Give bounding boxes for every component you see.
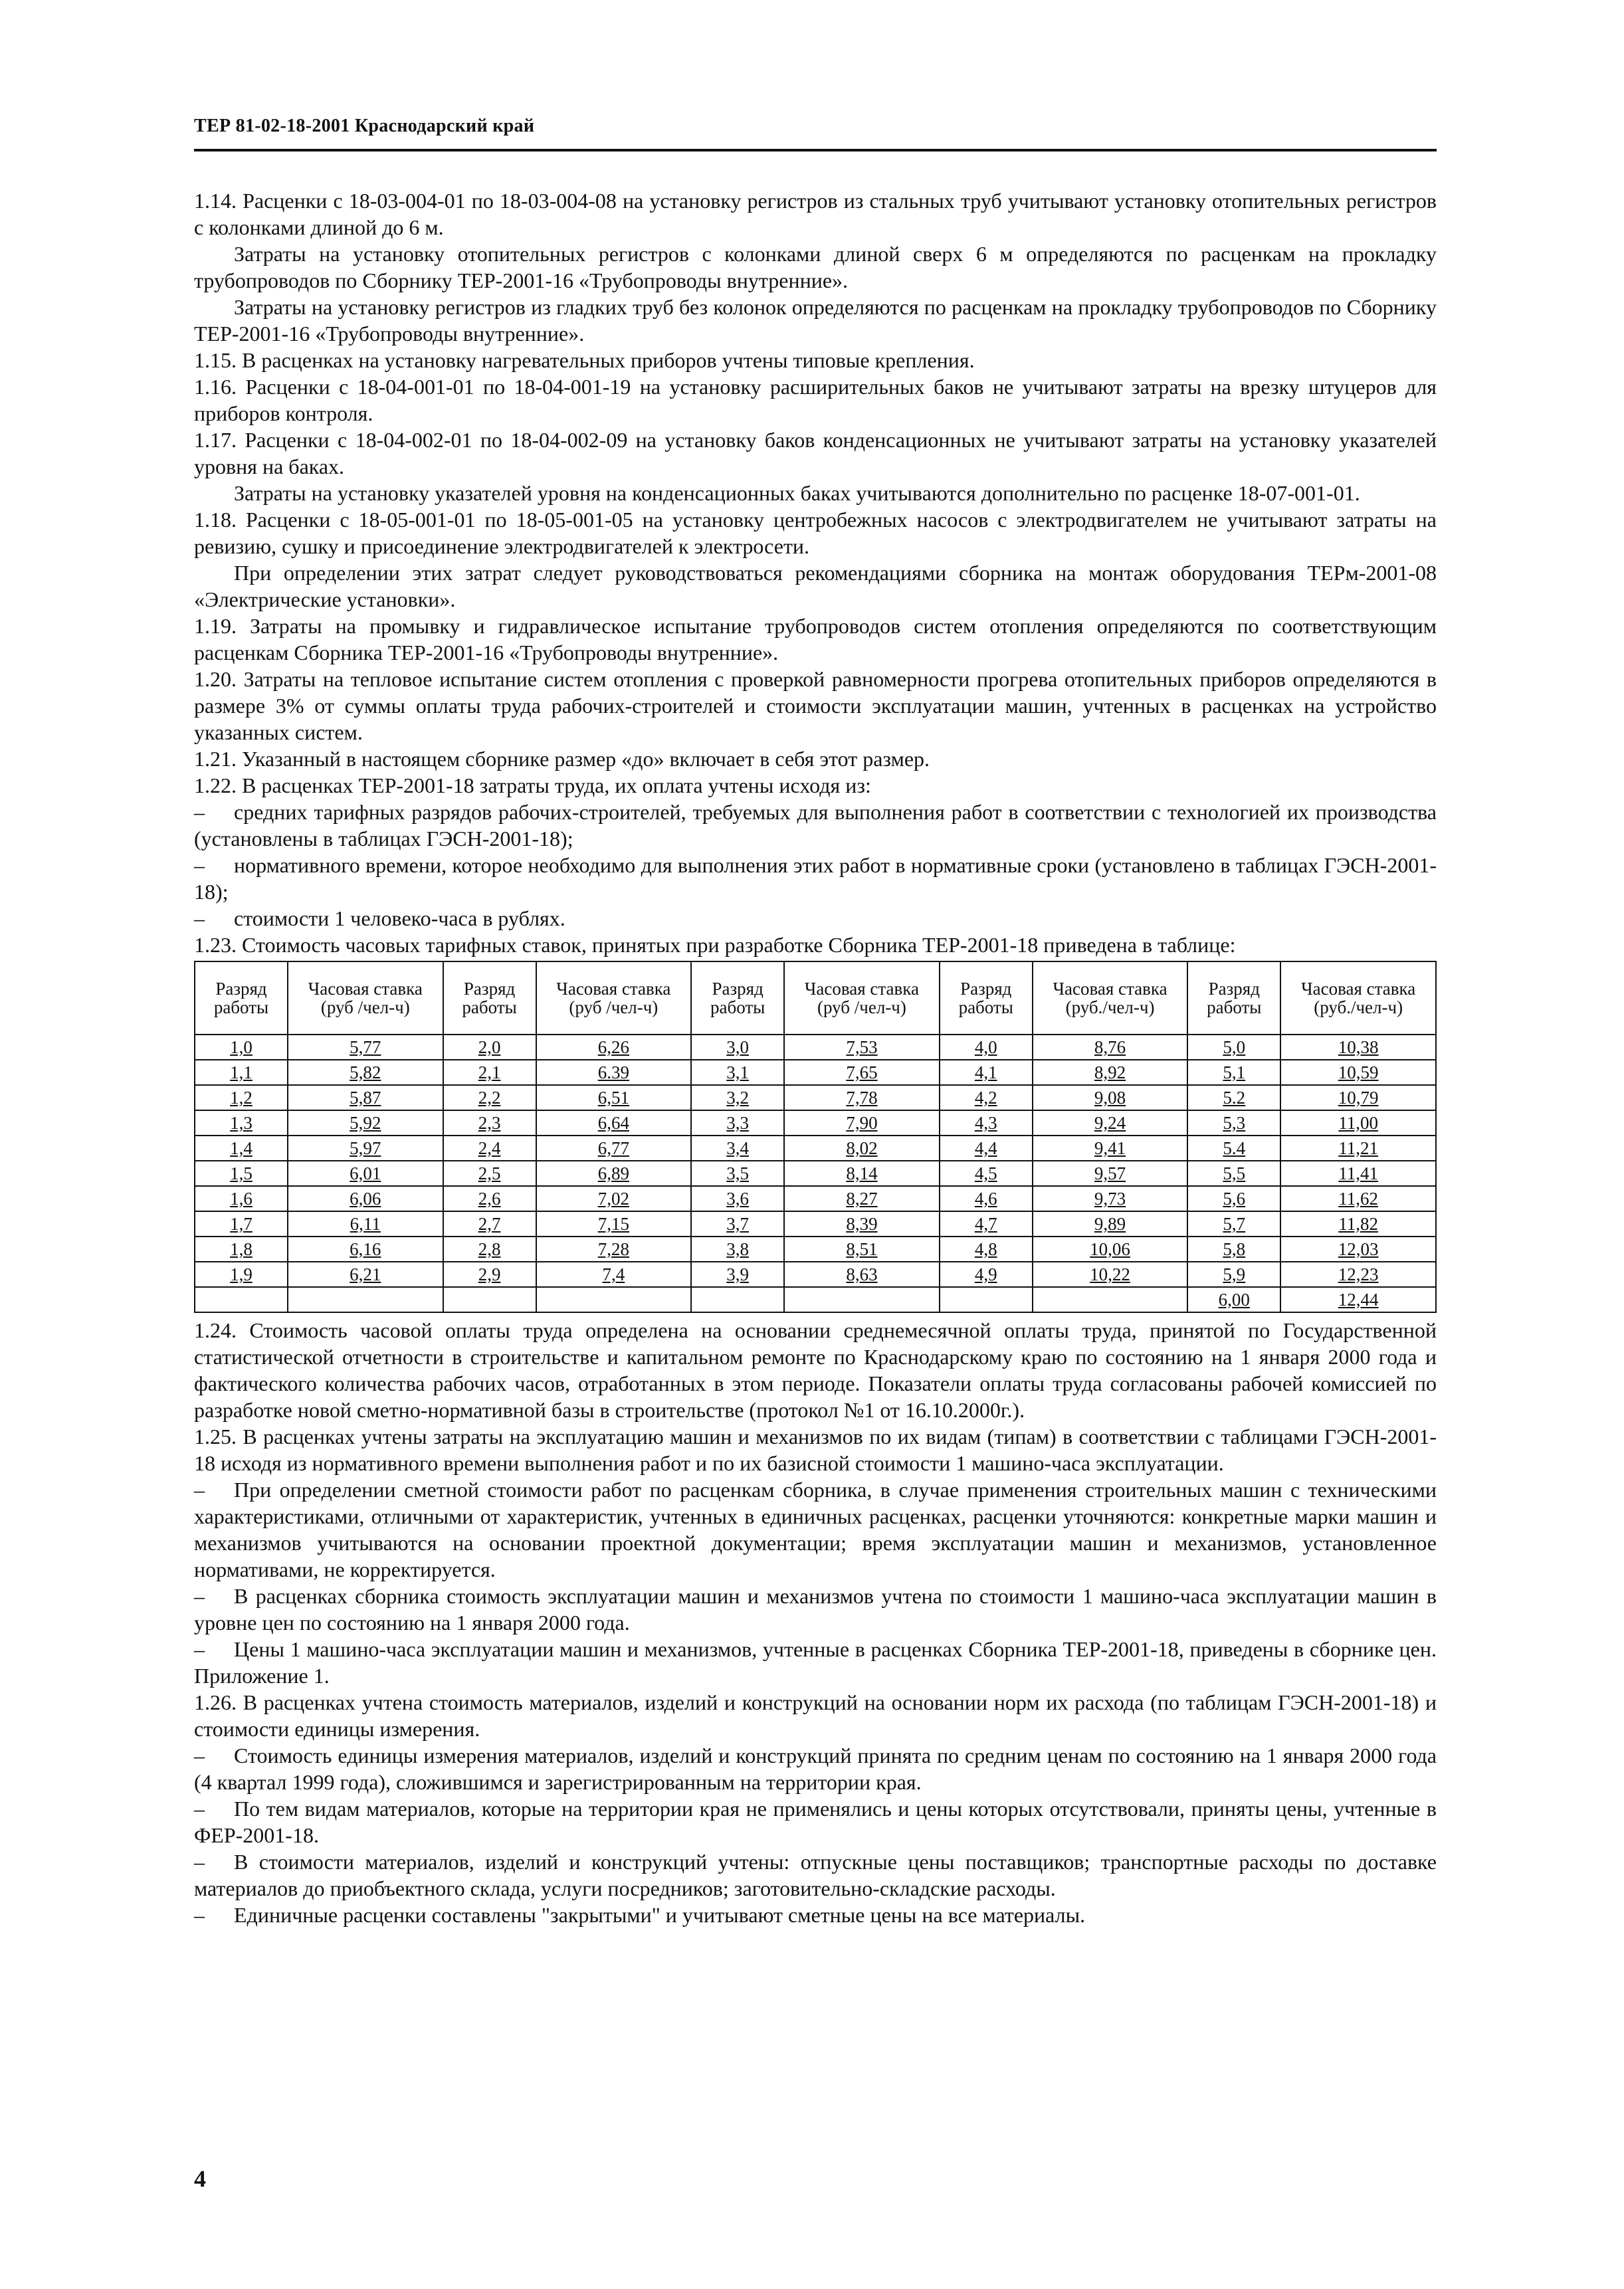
paragraph-text: Затраты на установку указателей уровня на конденсационных баках учитываются дополнительно по расценке 18-07-001-01.: [234, 481, 1360, 505]
grade-cell: 4,7: [940, 1211, 1033, 1237]
page-header: ТЕР 81-02-18-2001 Краснодарский край: [194, 116, 535, 136]
table-row: [195, 1161, 1436, 1186]
paragraph-text: Расценки с 18-04-001-01 по 18-04-001-19 на установку расширительных баков не учитывают затраты на врезку штуцеров для приборов контроля.: [194, 375, 1437, 425]
numbered-paragraph: [194, 187, 1437, 241]
rate-cell: 11,82: [1280, 1211, 1436, 1237]
paragraph-text: По тем видам материалов, которые на территории края не применялись и цены которых отсутствовали, приняты цены, учтенные в ФЕР-2001-18.: [194, 1797, 1437, 1847]
grade-cell: 3,2: [691, 1085, 784, 1110]
grade-cell: 3,8: [691, 1237, 784, 1262]
rate-cell: 9,73: [1033, 1186, 1188, 1211]
paragraph-text: При определении этих затрат следует руководствоваться рекомендациями сборника на монтаж оборудования ТЕРм-2001-08 «Электрические установки».: [194, 561, 1437, 611]
grade-cell: 3,0: [691, 1035, 784, 1060]
table-row: [195, 1211, 1436, 1237]
rate-cell: 8,14: [784, 1161, 940, 1186]
paragraph-text: Стоимость часовой оплаты труда определена на основании среднемесячной оплаты труда, принятой по Государственной статистической отчетности в строительстве и капитальном ремонте по Краснодарскому краю по состоянию на 1 января 2000 года и фактического количества рабочих часов, отработанных в этом периоде. Показатели оплаты труда согласованы рабочей комиссией по разработке новой сметно-нормативной базы в строительстве (протокол №1 от 16.10.2000г.).: [194, 1318, 1437, 1422]
column-header-grade: Разряд работы: [1187, 961, 1280, 1035]
rate-cell: 8,63: [784, 1262, 940, 1287]
list-item: [194, 905, 1437, 932]
list-dash: –: [194, 1637, 205, 1661]
column-header-grade: Разряд работы: [443, 961, 536, 1035]
paragraphs-before-table: [194, 187, 1437, 958]
paragraph-text: В расценках сборника стоимость эксплуатации машин и механизмов учтена по стоимости 1 машино-часа эксплуатации машин в уровне цен по состоянию на 1 января 2000 года.: [194, 1584, 1437, 1635]
numbered-paragraph: [194, 772, 1437, 799]
rate-cell: 6,01: [288, 1161, 443, 1186]
rate-cell: 10,22: [1033, 1262, 1188, 1287]
grade-cell: 5.4: [1187, 1136, 1280, 1161]
grade-cell: 4,6: [940, 1186, 1033, 1211]
paragraph-number: 1.26.: [194, 1690, 237, 1714]
grade-cell: 1,2: [195, 1085, 288, 1110]
grade-cell: 3,7: [691, 1211, 784, 1237]
list-dash: –: [194, 853, 205, 877]
grade-cell: 5,3: [1187, 1110, 1280, 1136]
grade-cell: [443, 1287, 536, 1312]
rate-cell: 12,03: [1280, 1237, 1436, 1262]
list-item: [194, 1583, 1437, 1636]
list-dash: –: [194, 906, 205, 930]
paragraph-number: 1.23.: [194, 933, 237, 957]
header-divider: [194, 149, 1437, 151]
grade-cell: [195, 1287, 288, 1312]
rate-cell: [784, 1287, 940, 1312]
paragraph: [194, 559, 1437, 613]
numbered-paragraph: [194, 347, 1437, 373]
grade-cell: 2,9: [443, 1262, 536, 1287]
paragraph-text: В расценках учтены затраты на эксплуатацию машин и механизмов по их видам (типам) в соответствии с таблицами ГЭСН-2001-18 исходя из нормативного времени выполнения работ и по их базисной стоимости 1 машино-часа эксплуатации.: [194, 1425, 1437, 1475]
rate-cell: 6,21: [288, 1262, 443, 1287]
rate-cell: 6.39: [536, 1060, 692, 1085]
paragraph-number: 1.16.: [194, 375, 237, 399]
rate-cell: 7,53: [784, 1035, 940, 1060]
rate-cell: 6,51: [536, 1085, 692, 1110]
grade-cell: 4,5: [940, 1161, 1033, 1186]
numbered-paragraph: [194, 1317, 1437, 1423]
rate-cell: 6,11: [288, 1211, 443, 1237]
grade-cell: 2,2: [443, 1085, 536, 1110]
grade-cell: 4,4: [940, 1136, 1033, 1161]
rate-cell: 10,38: [1280, 1035, 1436, 1060]
rate-cell: 11,62: [1280, 1186, 1436, 1211]
rate-cell: 9,41: [1033, 1136, 1188, 1161]
grade-cell: 2,6: [443, 1186, 536, 1211]
paragraph-number: 1.20.: [194, 667, 237, 691]
list-dash: –: [194, 1584, 205, 1608]
paragraph: [194, 480, 1437, 506]
rate-cell: [536, 1287, 692, 1312]
grade-cell: 2,4: [443, 1136, 536, 1161]
paragraph-number: 1.21.: [194, 747, 237, 771]
rate-cell: 8,76: [1033, 1035, 1188, 1060]
table-row: [195, 1060, 1436, 1085]
table-row: [195, 1287, 1436, 1312]
grade-cell: 3,9: [691, 1262, 784, 1287]
rate-cell: 6,64: [536, 1110, 692, 1136]
grade-cell: 4,1: [940, 1060, 1033, 1085]
rate-cell: 11,00: [1280, 1110, 1436, 1136]
rate-cell: 6,06: [288, 1186, 443, 1211]
column-header-grade: Разряд работы: [195, 961, 288, 1035]
rate-cell: 8,92: [1033, 1060, 1188, 1085]
paragraph: [194, 294, 1437, 347]
grade-cell: 1,1: [195, 1060, 288, 1085]
rate-cell: 9,24: [1033, 1110, 1188, 1136]
numbered-paragraph: [194, 427, 1437, 480]
grade-cell: 2,1: [443, 1060, 536, 1085]
table-row: [195, 1237, 1436, 1262]
table-header-row: [195, 961, 1436, 1035]
grade-cell: 3,1: [691, 1060, 784, 1085]
rate-cell: 9,89: [1033, 1211, 1188, 1237]
list-item: [194, 1902, 1437, 1928]
numbered-paragraph: [194, 1423, 1437, 1476]
paragraph-text: В расценках ТЕР-2001-18 затраты труда, их оплата учтены исходя из:: [242, 773, 871, 797]
numbered-paragraph: [194, 613, 1437, 666]
table-body: [195, 1035, 1436, 1312]
paragraph-text: нормативного времени, которое необходимо для выполнения этих работ в нормативные сроки (установлено в таблицах ГЭСН-2001-18);: [194, 853, 1437, 904]
rate-cell: 12,44: [1280, 1287, 1436, 1312]
grade-cell: 1,7: [195, 1211, 288, 1237]
grade-cell: 4,0: [940, 1035, 1033, 1060]
paragraph-number: 1.17.: [194, 428, 237, 452]
rate-cell: 9,08: [1033, 1085, 1188, 1110]
rate-cell: 6,26: [536, 1035, 692, 1060]
grade-cell: 2,7: [443, 1211, 536, 1237]
paragraph-number: 1.15.: [194, 348, 237, 372]
rate-cell: 9,57: [1033, 1161, 1188, 1186]
grade-cell: 2,3: [443, 1110, 536, 1136]
paragraph-text: Расценки с 18-03-004-01 по 18-03-004-08 на установку регистров из стальных труб учитывают установку отопительных регистров с колонками длиной до 6 м.: [194, 189, 1437, 239]
column-header-rate: Часовая ставка (руб /чел-ч): [288, 961, 443, 1035]
list-item: [194, 852, 1437, 905]
grade-cell: 1,3: [195, 1110, 288, 1136]
rate-cell: 7,28: [536, 1237, 692, 1262]
grade-cell: 1,6: [195, 1186, 288, 1211]
rate-cell: 8,51: [784, 1237, 940, 1262]
page-number: 4: [194, 2165, 206, 2192]
paragraph-text: В стоимости материалов, изделий и конструкций учтены: отпускные цены поставщиков; транспортные расходы по доставке материалов до приобъектного склада, услуги посредников; заготовительно-складские расходы.: [194, 1850, 1437, 1900]
document-body: [194, 187, 1437, 1928]
rate-cell: [288, 1287, 443, 1312]
rate-cell: [1033, 1287, 1188, 1312]
grade-cell: 4,3: [940, 1110, 1033, 1136]
grade-cell: 5,7: [1187, 1211, 1280, 1237]
paragraph-number: 1.18.: [194, 508, 237, 532]
paragraph-text: Стоимость единицы измерения материалов, изделий и конструкций принята по средним ценам по состоянию на 1 января 2000 года (4 квартал 1999 года), сложившимся и зарегистрированным на территории края.: [194, 1743, 1437, 1794]
rate-cell: 8,39: [784, 1211, 940, 1237]
column-header-grade: Разряд работы: [940, 961, 1033, 1035]
rate-cell: 5,77: [288, 1035, 443, 1060]
rate-cell: 12,23: [1280, 1262, 1436, 1287]
grade-cell: 5,8: [1187, 1237, 1280, 1262]
paragraph-text: Затраты на тепловое испытание систем отопления с проверкой равномерности прогрева отопительных приборов определяются в размере 3% от суммы оплаты труда рабочих-строителей и стоимости эксплуатации машин, учтенных в расценках на устройство указанных систем.: [194, 667, 1437, 744]
rate-cell: 7,90: [784, 1110, 940, 1136]
rate-cell: 5,97: [288, 1136, 443, 1161]
rate-cell: 7,78: [784, 1085, 940, 1110]
grade-cell: 4,8: [940, 1237, 1033, 1262]
paragraph-text: Затраты на промывку и гидравлическое испытание трубопроводов систем отопления определяются по соответствующим расценкам Сборника ТЕР-2001-16 «Трубопроводы внутренние».: [194, 614, 1437, 664]
table-row: [195, 1186, 1436, 1211]
grade-cell: 5,1: [1187, 1060, 1280, 1085]
rate-cell: 7,65: [784, 1060, 940, 1085]
numbered-paragraph: [194, 932, 1437, 958]
paragraph-text: Расценки с 18-05-001-01 по 18-05-001-05 на установку центробежных насосов с электродвигателем не учитывают затраты на ревизию, сушку и присоединение электродвигателей к электросети.: [194, 508, 1437, 558]
paragraph-text: В расценках на установку нагревательных приборов учтены типовые крепления.: [242, 348, 975, 372]
numbered-paragraph: [194, 506, 1437, 559]
grade-cell: [940, 1287, 1033, 1312]
numbered-paragraph: [194, 746, 1437, 772]
table-row: [195, 1136, 1436, 1161]
grade-cell: 2,0: [443, 1035, 536, 1060]
paragraph-text: средних тарифных разрядов рабочих-строителей, требуемых для выполнения работ в соответствии с технологией их производства (установлены в таблицах ГЭСН-2001-18);: [194, 800, 1437, 850]
rate-cell: 11,21: [1280, 1136, 1436, 1161]
paragraph-text: В расценках учтена стоимость материалов, изделий и конструкций на основании норм их расхода (по таблицам ГЭСН-2001-18) и стоимости единицы измерения.: [194, 1690, 1437, 1741]
rate-cell: 5,92: [288, 1110, 443, 1136]
grade-cell: [691, 1287, 784, 1312]
grade-cell: 6,00: [1187, 1287, 1280, 1312]
table-row: [195, 1035, 1436, 1060]
rate-cell: 10,06: [1033, 1237, 1188, 1262]
list-dash: –: [194, 1797, 205, 1821]
grade-cell: 5,9: [1187, 1262, 1280, 1287]
rate-cell: 5,87: [288, 1085, 443, 1110]
list-item: [194, 799, 1437, 852]
rate-cell: 6,89: [536, 1161, 692, 1186]
paragraph-text: Затраты на установку регистров из гладких труб без колонок определяются по расценкам на прокладку трубопроводов по Сборнику ТЕР-2001-16 «Трубопроводы внутренние».: [194, 295, 1437, 346]
list-item: [194, 1848, 1437, 1902]
list-item: [194, 1795, 1437, 1848]
grade-cell: 3,6: [691, 1186, 784, 1211]
paragraph-number: 1.24.: [194, 1318, 237, 1342]
column-header-grade: Разряд работы: [691, 961, 784, 1035]
paragraph-text: Указанный в настоящем сборнике размер «до» включает в себя этот размер.: [242, 747, 930, 771]
rate-cell: 7,4: [536, 1262, 692, 1287]
grade-cell: 5,5: [1187, 1161, 1280, 1186]
rate-cell: 6,16: [288, 1237, 443, 1262]
paragraph-text: Цены 1 машино-часа эксплуатации машин и механизмов, учтенные в расценках Сборника ТЕР-2001-18, приведены в сборнике цен. Приложение 1.: [194, 1637, 1437, 1688]
numbered-paragraph: [194, 1689, 1437, 1742]
paragraph-text: стоимости 1 человеко-часа в рублях.: [234, 906, 565, 930]
grade-cell: 4,9: [940, 1262, 1033, 1287]
rate-cell: 11,41: [1280, 1161, 1436, 1186]
column-header-rate: Часовая ставка (руб /чел-ч): [536, 961, 692, 1035]
paragraph-text: Единичные расценки составлены "закрытыми" и учитывают сметные цены на все материалы.: [234, 1903, 1086, 1927]
paragraph: [194, 241, 1437, 294]
list-item: [194, 1742, 1437, 1795]
numbered-paragraph: [194, 373, 1437, 427]
paragraph-text: Расценки с 18-04-002-01 по 18-04-002-09 на установку баков конденсационных не учитывают затраты на установку указателей уровня на баках.: [194, 428, 1437, 478]
grade-cell: 2,5: [443, 1161, 536, 1186]
grade-cell: 3,4: [691, 1136, 784, 1161]
rate-cell: 8,27: [784, 1186, 940, 1211]
list-item: [194, 1476, 1437, 1583]
grade-cell: 1,8: [195, 1237, 288, 1262]
table-row: [195, 1262, 1436, 1287]
paragraphs-after-table: [194, 1317, 1437, 1928]
list-dash: –: [194, 1478, 205, 1502]
grade-cell: 1,9: [195, 1262, 288, 1287]
paragraph-text: Стоимость часовых тарифных ставок, принятых при разработке Сборника ТЕР-2001-18 приведена в таблице:: [242, 933, 1236, 957]
grade-cell: 3,3: [691, 1110, 784, 1136]
table-row: [195, 1110, 1436, 1136]
rate-cell: 5,82: [288, 1060, 443, 1085]
paragraph-number: 1.25.: [194, 1425, 237, 1448]
table-row: [195, 1085, 1436, 1110]
grade-cell: 3,5: [691, 1161, 784, 1186]
column-header-rate: Часовая ставка (руб /чел-ч): [784, 961, 940, 1035]
grade-cell: 1,4: [195, 1136, 288, 1161]
rate-cell: 10,79: [1280, 1085, 1436, 1110]
paragraph-number: 1.22.: [194, 773, 237, 797]
paragraph-number: 1.19.: [194, 614, 237, 638]
grade-cell: 5.2: [1187, 1085, 1280, 1110]
rate-cell: 10,59: [1280, 1060, 1436, 1085]
list-dash: –: [194, 1850, 205, 1874]
grade-cell: 1,5: [195, 1161, 288, 1186]
grade-cell: 5,0: [1187, 1035, 1280, 1060]
grade-cell: 1,0: [195, 1035, 288, 1060]
paragraph-text: Затраты на установку отопительных регистров с колонками длиной сверх 6 м определяются по расценкам на прокладку трубопроводов по Сборнику ТЕР-2001-16 «Трубопроводы внутренние».: [194, 242, 1437, 292]
paragraph-text: При определении сметной стоимости работ по расценкам сборника, в случае применения строительных машин с техническими характеристиками, отличными от характеристик, учтенных в единичных расценках, расценки уточняются: конкретные марки машин и механизмов учитываются на основании проектной документации; время эксплуатации машин и механизмов, установленное нормативами, не корректируется.: [194, 1478, 1437, 1581]
grade-cell: 5,6: [1187, 1186, 1280, 1211]
paragraph-number: 1.14.: [194, 189, 237, 213]
column-header-rate: Часовая ставка (руб./чел-ч): [1280, 961, 1436, 1035]
numbered-paragraph: [194, 666, 1437, 746]
column-header-rate: Часовая ставка (руб./чел-ч): [1033, 961, 1188, 1035]
rate-cell: 8,02: [784, 1136, 940, 1161]
grade-cell: 4,2: [940, 1085, 1033, 1110]
grade-cell: 2,8: [443, 1237, 536, 1262]
list-dash: –: [194, 1743, 205, 1767]
rate-cell: 7,15: [536, 1211, 692, 1237]
list-dash: –: [194, 1903, 205, 1927]
list-item: [194, 1636, 1437, 1689]
rate-cell: 6,77: [536, 1136, 692, 1161]
list-dash: –: [194, 800, 205, 824]
hourly-rates-table: [194, 961, 1437, 1313]
rate-cell: 7,02: [536, 1186, 692, 1211]
